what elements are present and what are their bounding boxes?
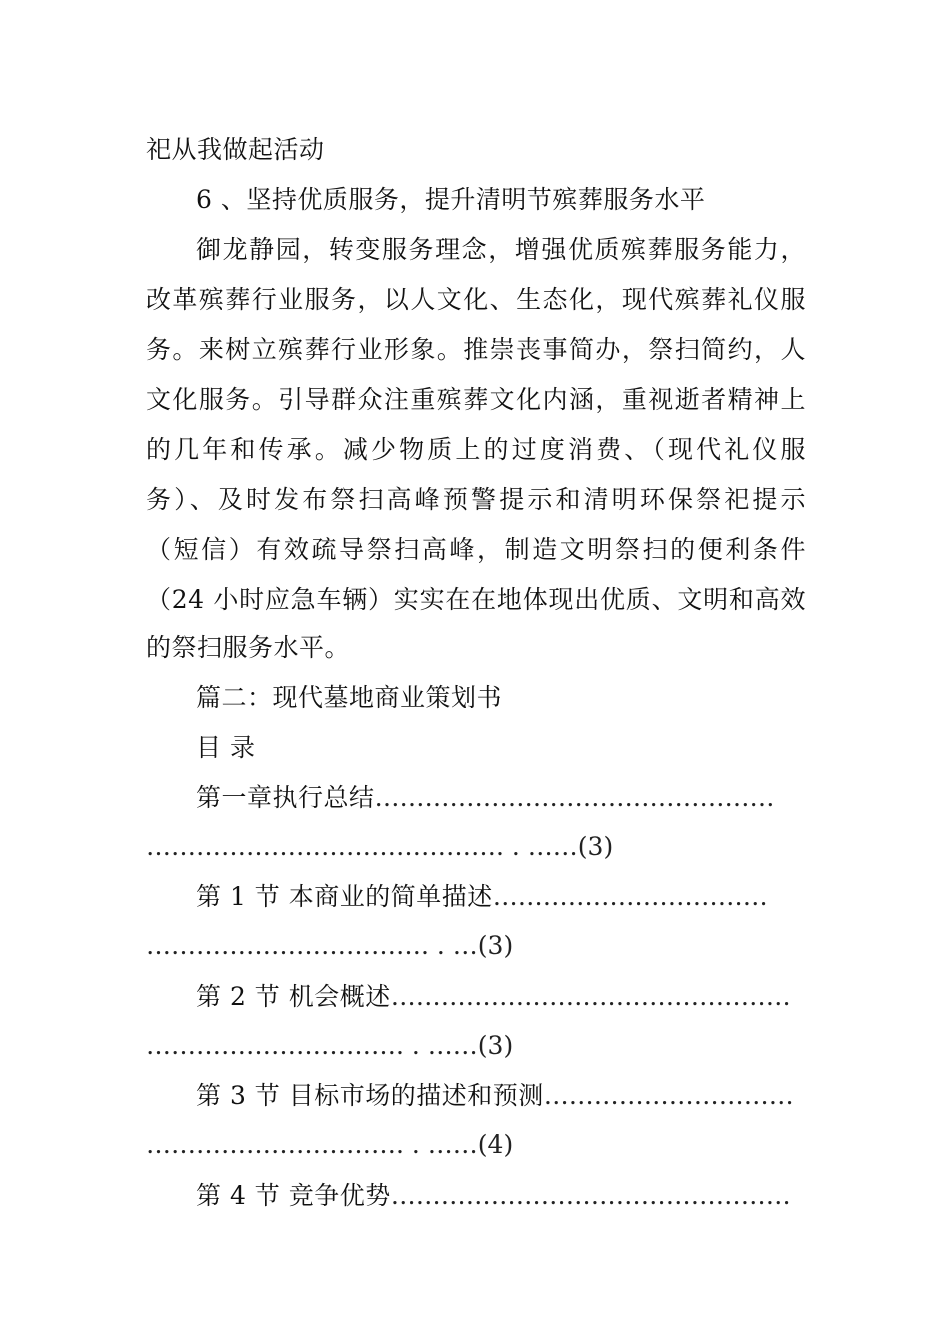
- toc-leader: …………………………………………: [374, 783, 775, 812]
- toc-leader-page: …………………………. . ……(3): [146, 1031, 514, 1060]
- toc-entry-title: 第 3 节 目标市场的描述和预测: [196, 1081, 544, 1110]
- paragraph-line: 改革殡葬行业服务，以人文化、生态化，现代殡葬礼仪服: [146, 285, 806, 314]
- toc-leader: …………………………………………: [390, 1181, 791, 1210]
- toc-entry: [196, 783, 806, 813]
- toc-entry-title: 第 4 节 竞争优势: [196, 1181, 391, 1210]
- toc-entry: [196, 1181, 806, 1211]
- toc-leader-page: ……………………………………. . ……(3): [146, 832, 614, 861]
- toc-entry-continuation: [146, 832, 806, 862]
- toc-leader: …………………………………………: [390, 982, 791, 1011]
- paragraph-line: 的祭扫服务水平。: [146, 633, 351, 662]
- section-heading: 6 、坚持优质服务，提升清明节殡葬服务水平: [196, 185, 706, 214]
- toc-entry-title: 第 1 节 本商业的简单描述: [196, 882, 493, 911]
- toc-entry-continuation: [146, 1031, 806, 1061]
- toc-heading: 目 录: [196, 733, 256, 762]
- paragraph-line: 务）、及时发布祭扫高峰预警提示和清明环保祭祀提示: [146, 485, 806, 514]
- paragraph-line: 御龙静园，转变服务理念，增强优质殡葬服务能力，: [196, 235, 806, 264]
- toc-entry-title: 第一章执行总结: [196, 783, 375, 812]
- toc-entry-continuation: [146, 1130, 806, 1160]
- chapter-title: 篇二：现代墓地商业策划书: [196, 683, 503, 712]
- paragraph-line: 的几年和传承。减少物质上的过度消费、（现代礼仪服: [146, 435, 806, 464]
- paragraph-line: （短信）有效疏导祭扫高峰，制造文明祭扫的便利条件: [146, 535, 806, 564]
- paragraph-line: 祀从我做起活动: [146, 135, 325, 164]
- toc-entry: [196, 1081, 806, 1111]
- toc-leader-page: ……………………………. . …(3): [146, 931, 514, 960]
- toc-leader-page: …………………………. . ……(4): [146, 1130, 514, 1159]
- toc-leader: …………………………: [543, 1081, 794, 1110]
- toc-leader: ……………………………: [492, 882, 768, 911]
- toc-entry: [196, 882, 806, 912]
- paragraph-line: 文化服务。引导群众注重殡葬文化内涵，重视逝者精神上: [146, 385, 806, 414]
- toc-entry-title: 第 2 节 机会概述: [196, 982, 391, 1011]
- paragraph-line: （24 小时应急车辆）实实在在地体现出优质、文明和高效: [146, 585, 806, 614]
- paragraph-line: 务。来树立殡葬行业形象。推崇丧事简办，祭扫简约，人: [146, 335, 806, 364]
- toc-entry-continuation: [146, 931, 806, 961]
- toc-entry: [196, 982, 806, 1012]
